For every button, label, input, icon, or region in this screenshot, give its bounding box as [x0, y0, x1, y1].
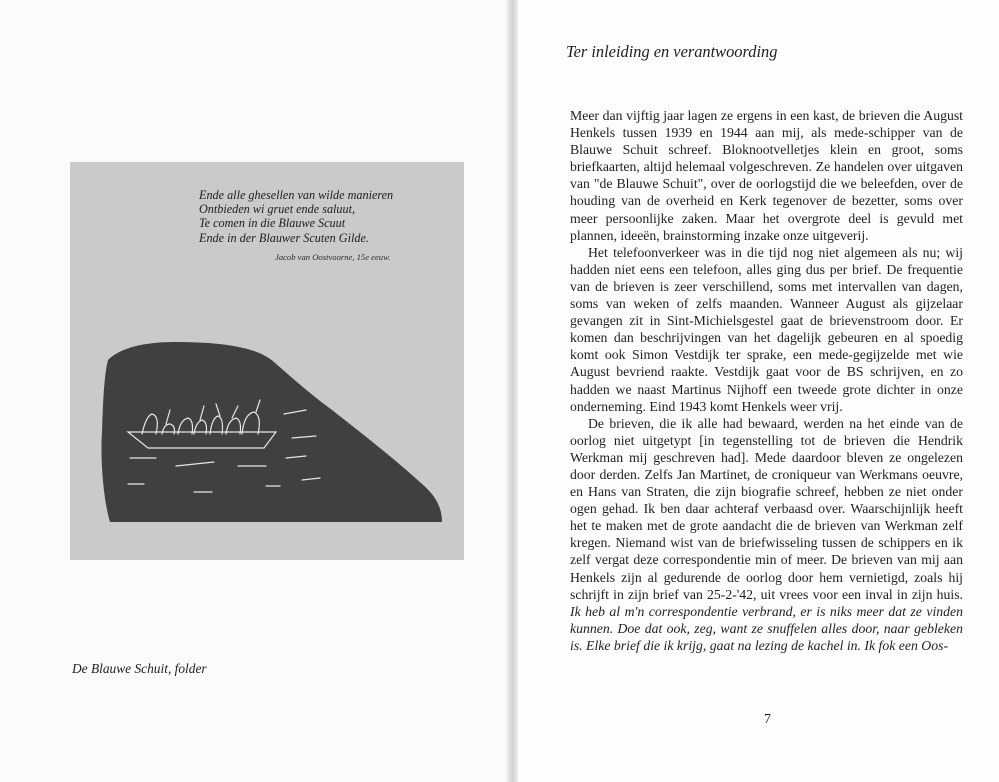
poem-line: Ontbieden wi gruet ende saluut, [199, 202, 356, 217]
running-head: Ter inleiding en verantwoording [566, 42, 778, 61]
body-text [570, 107, 963, 654]
paragraph-text: De brieven, die ik alle had bewaard, werden na het einde van de oorlog niet uitgetypt [in tegenstelling tot de brieven die Hendrik Werkman mij geschreven had]. Mede daardoor bleven ze ongelezen door derden. Zelfs Jan Martinet, de croniqueur van Werkmans oeuvre, en Hans van Straten, die zijn biografie schreef, hebben ze niet onder ogen gehad. Ik ben daar achteraf verbaasd over. Waarschijnlijk heeft het te maken met de grote aandacht die de brieven van Werkman zelf kregen. Niemand wist van de briefwisseling tussen de schippers en ik zelf vergat deze correspondentie min of meer. De brieven van mij aan Henkels zijn al gedurende de oorlog door hem vernietigd, zoals hij schrijft in zijn brief van 25-2-'42, uit vrees voor een inval in zijn huis. [570, 415, 963, 602]
poem-line: Ende alle ghesellen van wilde manieren [199, 188, 394, 202]
paragraph [570, 415, 963, 654]
paragraph: Het telefoonverkeer was in die tijd nog niet algemeen als nu; wij hadden niet eens een telefoon, alles ging dus per brief. De frequentie van de brieven is zeer verschillend, soms met intervallen van dagen, soms van weken of zelfs maanden. Wanneer August als gijzelaar gevangen zit in Sint-Michielsgestel gaat de brievenstroom door. Er komen dan beschrijvingen van het dagelijk gebeuren en al spoedig komt ook Simon Vestdijk ter sprake, een mede-gegijzelde met wie August bevriend raakte. Vestdijk gaat voor de BS schrijven, en zo hadden we naast Martinus Nijhoff een tweede grote dichter in onze onderneming. Eind 1943 komt Henkels weer vrij. [570, 244, 963, 414]
paragraph: Meer dan vijftig jaar lagen ze ergens in een kast, de brieven die August Henkels tussen 1939 en 1944 aan mij, als mede-schipper van de Blauwe Schuit schreef. Bloknootvelletjes klein en groot, soms briefkaarten, altijd helemaal volgeschreven. Ze handelen over uitgaven van "de Blauwe Schuit", over de oorlogstijd die we beleefden, over de houding van de overheid en Kerk tegenover de bezetter, soms over meer persoonlijke zaken. Maar het overgrote deel is gevuld met plannen, ideeën, brainstorming inzake onze uitgeverij. [570, 108, 963, 243]
figure-caption: De Blauwe Schuit, folder [72, 661, 207, 676]
poem-block [199, 188, 439, 245]
poem-line: Te comen in die Blauwe Scuut [199, 216, 346, 231]
book-gutter [506, 0, 518, 782]
poem-line: Ende in der Blauwer Scuten Gilde. [199, 230, 369, 245]
poem-attribution: Jacob van Oostvoorne, 15e eeuw. [275, 252, 391, 262]
paragraph-quote: Ik heb al m'n correspondentie verbrand, er is niks meer dat ze vinden kunnen. Doe dat ook, zeg, want ze snuffelen alles door, naar gebleken is. Elke brief die ik krijg, gaat na lezing de kachel in. Ik fok een Oos- [570, 603, 963, 653]
page-number: 7 [764, 712, 771, 727]
